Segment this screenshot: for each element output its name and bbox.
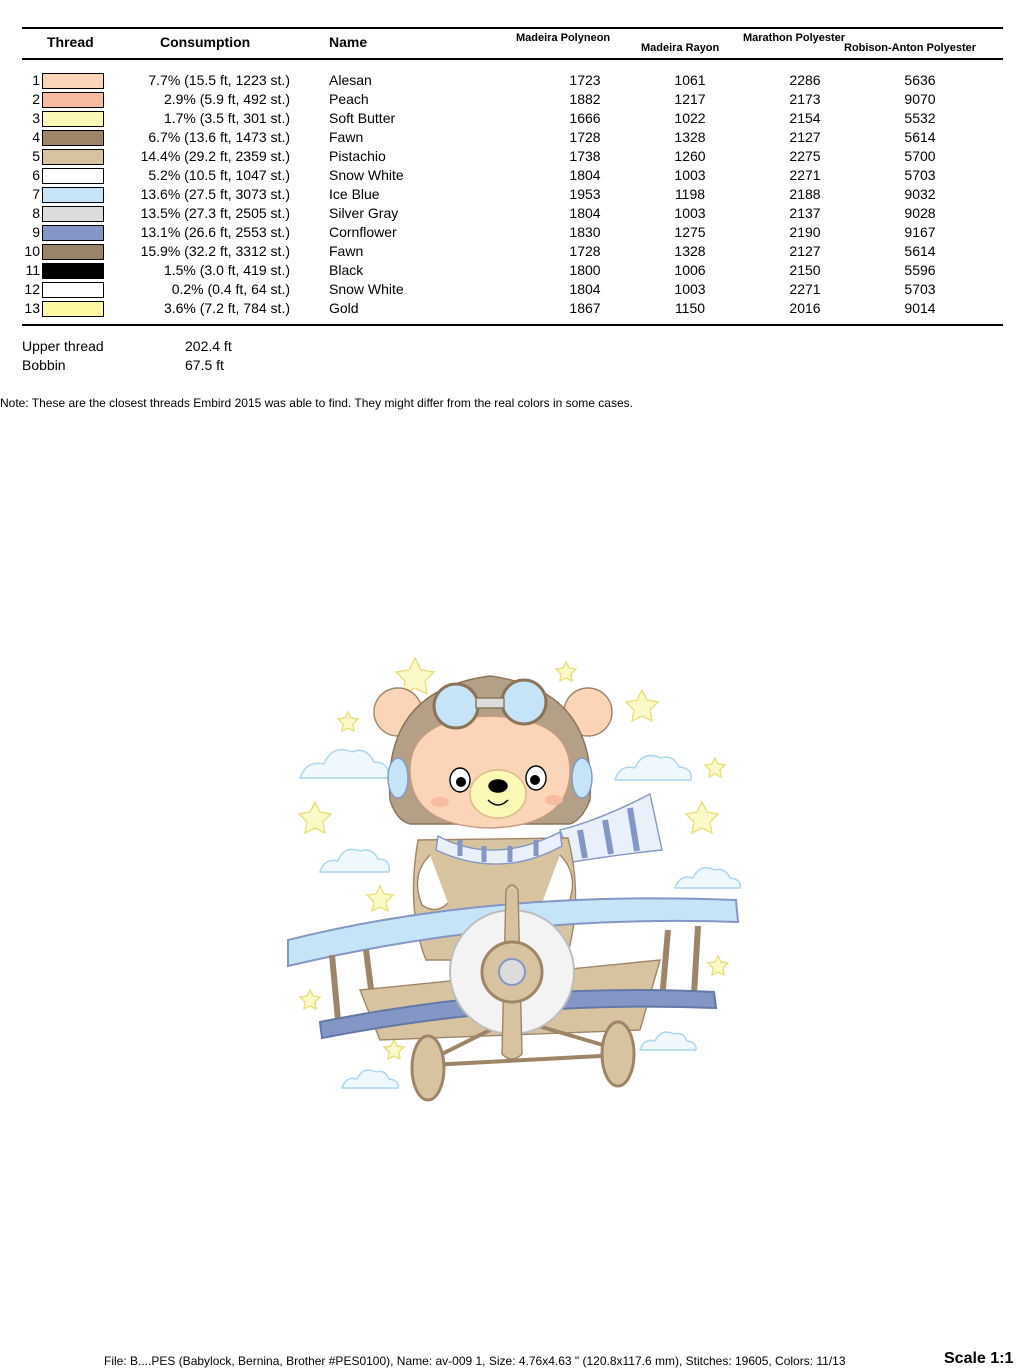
cell-c2: 1217 (674, 91, 706, 107)
cell-c4: 5596 (904, 262, 936, 278)
star-shape (338, 712, 358, 731)
cell-name: Alesan (329, 72, 372, 88)
cell-c2: 1003 (674, 205, 706, 221)
cell-c1: 1728 (569, 129, 601, 145)
cell-cons: 14.4% (29.2 ft, 2359 st.) (140, 148, 290, 164)
cell-c4: 5614 (904, 243, 936, 259)
cell-name: Black (329, 262, 364, 278)
table-bottom-rule (22, 324, 1003, 326)
cell-num: 7 (32, 186, 40, 202)
bobbin-value: 67.5 ft (185, 357, 224, 373)
cell-c1: 1804 (569, 205, 601, 221)
cell-c4: 9028 (904, 205, 936, 221)
cell-name: Peach (329, 91, 369, 107)
cell-cons: 2.9% (5.9 ft, 492 st.) (163, 91, 290, 107)
table-row (0, 280, 1024, 299)
cell-c3: 2188 (789, 186, 821, 202)
thread-color-swatch (42, 73, 104, 89)
header-madeira-rayon: Madeira Rayon (641, 42, 720, 54)
header-name: Name (329, 34, 368, 50)
thread-color-swatch (42, 168, 104, 184)
cell-c1: 1723 (569, 72, 601, 88)
cell-c3: 2275 (789, 148, 821, 164)
cell-c1: 1882 (569, 91, 601, 107)
bobbin-label: Bobbin (22, 357, 66, 373)
cell-cons: 15.9% (32.2 ft, 3312 st.) (140, 243, 290, 259)
cloud-shape (300, 750, 388, 778)
cell-c4: 5703 (904, 281, 936, 297)
cloud-shape (342, 1070, 398, 1088)
cell-num: 4 (32, 129, 40, 145)
cell-c2: 1003 (674, 167, 706, 183)
table-row (0, 261, 1024, 280)
star-shape (384, 1040, 404, 1059)
thread-color-swatch (42, 244, 104, 260)
star-shape (367, 886, 393, 911)
cell-c3: 2150 (789, 262, 821, 278)
cell-c2: 1061 (674, 72, 706, 88)
cell-cons: 3.6% (7.2 ft, 784 st.) (163, 300, 290, 316)
cell-c4: 5700 (904, 148, 936, 164)
cell-cons: 13.6% (27.5 ft, 3073 st.) (140, 186, 290, 202)
star-shape (626, 690, 658, 721)
wheel-right (602, 1022, 634, 1086)
cell-c2: 1003 (674, 281, 706, 297)
wheel-left (412, 1036, 444, 1100)
cell-c4: 5532 (904, 110, 936, 126)
upper-thread-value: 202.4 ft (185, 338, 232, 354)
header-thread: Thread (47, 34, 94, 50)
cell-c1: 1666 (569, 110, 601, 126)
table-row (0, 71, 1024, 90)
file-info-footer: File: B....PES (Babylock, Bernina, Brother #PES0100), Name: av-009 1, Size: 4.76x4.63 " (120.8x117.6 mm), Stitches: 19605, Colors: 11/13 (104, 1354, 846, 1368)
cell-cons: 13.5% (27.3 ft, 2505 st.) (140, 205, 290, 221)
thread-color-swatch (42, 111, 104, 127)
cell-c1: 1953 (569, 186, 601, 202)
cell-c3: 2173 (789, 91, 821, 107)
cell-c1: 1804 (569, 167, 601, 183)
cloud-shape (675, 868, 740, 888)
cell-c3: 2137 (789, 205, 821, 221)
cell-num: 3 (32, 110, 40, 126)
cell-c2: 1328 (674, 129, 706, 145)
cell-c3: 2127 (789, 243, 821, 259)
cloud-shape (320, 849, 389, 872)
cell-c4: 5614 (904, 129, 936, 145)
cell-c3: 2286 (789, 72, 821, 88)
cell-c1: 1728 (569, 243, 601, 259)
thread-color-swatch (42, 301, 104, 317)
cell-cons: 0.2% (0.4 ft, 64 st.) (171, 281, 290, 297)
header-bottom-rule (22, 58, 1003, 60)
thread-note: Note: These are the closest threads Embird 2015 was able to find. They might differ from the real colors in some cases. (0, 396, 633, 410)
thread-color-swatch (42, 130, 104, 146)
cell-cons: 5.2% (10.5 ft, 1047 st.) (148, 167, 290, 183)
cell-num: 5 (32, 148, 40, 164)
cell-c1: 1738 (569, 148, 601, 164)
thread-color-swatch (42, 92, 104, 108)
cell-c3: 2154 (789, 110, 821, 126)
cell-name: Silver Gray (329, 205, 399, 221)
cell-c1: 1800 (569, 262, 601, 278)
thread-color-swatch (42, 149, 104, 165)
cell-c2: 1275 (674, 224, 706, 240)
cell-cons: 1.7% (3.5 ft, 301 st.) (163, 110, 290, 126)
table-row (0, 299, 1024, 318)
cell-c1: 1867 (569, 300, 601, 316)
cell-c2: 1006 (674, 262, 706, 278)
cell-c3: 2190 (789, 224, 821, 240)
cell-num: 8 (32, 205, 40, 221)
cell-name: Soft Butter (329, 110, 396, 126)
cell-name: Gold (329, 300, 359, 316)
table-row (0, 166, 1024, 185)
cell-c3: 2016 (789, 300, 821, 316)
star-shape (556, 662, 576, 681)
cell-c3: 2271 (789, 167, 821, 183)
scale-label: Scale 1:1 (944, 1350, 1014, 1367)
cell-name: Fawn (329, 129, 364, 145)
cell-name: Snow White (329, 167, 404, 183)
header-marathon-polyester: Marathon Polyester (743, 32, 846, 44)
star-shape (299, 802, 331, 833)
cell-cons: 1.5% (3.0 ft, 419 st.) (163, 262, 290, 278)
star-shape (705, 758, 725, 777)
cell-c3: 2127 (789, 129, 821, 145)
thread-color-swatch (42, 282, 104, 298)
cell-num: 11 (25, 262, 40, 278)
cell-name: Cornflower (329, 224, 397, 240)
header-consumption: Consumption (160, 34, 251, 50)
cell-c4: 9070 (904, 91, 936, 107)
table-row (0, 109, 1024, 128)
bear-muzzle (470, 770, 526, 818)
cell-name: Fawn (329, 243, 364, 259)
header-robison-anton-polyester: Robison-Anton Polyester (844, 42, 977, 54)
cell-c2: 1328 (674, 243, 706, 259)
table-row (0, 242, 1024, 261)
cell-c2: 1198 (674, 186, 706, 202)
thread-color-swatch (42, 206, 104, 222)
cell-num: 12 (24, 281, 40, 297)
table-row (0, 128, 1024, 147)
cloud-shape (640, 1032, 696, 1050)
cell-c2: 1022 (674, 110, 706, 126)
cell-c1: 1804 (569, 281, 601, 297)
cell-c4: 5703 (904, 167, 936, 183)
cell-c4: 9014 (904, 300, 936, 316)
cell-cons: 13.1% (26.6 ft, 2553 st.) (140, 224, 290, 240)
cell-c4: 5636 (904, 72, 936, 88)
cell-num: 6 (32, 167, 40, 183)
bear-nose (489, 780, 507, 792)
table-row (0, 204, 1024, 223)
cell-c2: 1260 (674, 148, 706, 164)
thread-color-swatch (42, 225, 104, 241)
cell-num: 13 (24, 300, 40, 316)
cell-name: Snow White (329, 281, 404, 297)
thread-color-swatch (42, 187, 104, 203)
embroidery-design-preview (270, 650, 750, 1110)
cell-name: Pistachio (329, 148, 386, 164)
cell-c2: 1150 (674, 300, 706, 316)
cell-cons: 6.7% (13.6 ft, 1473 st.) (148, 129, 290, 145)
star-shape (300, 990, 320, 1009)
cell-c4: 9032 (904, 186, 936, 202)
header-madeira-polyneon: Madeira Polyneon (516, 32, 611, 44)
table-row (0, 185, 1024, 204)
cell-c3: 2271 (789, 281, 821, 297)
table-row (0, 147, 1024, 166)
table-top-rule (22, 27, 1003, 29)
cell-num: 1 (32, 72, 40, 88)
cloud-shape (615, 756, 691, 780)
table-row (0, 223, 1024, 242)
propeller-hub (499, 959, 525, 985)
goggle-left (434, 684, 478, 728)
goggle-right (502, 680, 546, 724)
cell-num: 10 (24, 243, 40, 259)
cell-num: 2 (32, 91, 40, 107)
cell-c4: 9167 (904, 224, 936, 240)
star-shape (686, 802, 718, 833)
cell-num: 9 (32, 224, 40, 240)
cell-c1: 1830 (569, 224, 601, 240)
thread-color-swatch (42, 263, 104, 279)
upper-thread-label: Upper thread (22, 338, 104, 354)
cell-cons: 7.7% (15.5 ft, 1223 st.) (148, 72, 290, 88)
table-row (0, 90, 1024, 109)
cell-name: Ice Blue (329, 186, 380, 202)
star-shape (708, 956, 728, 975)
